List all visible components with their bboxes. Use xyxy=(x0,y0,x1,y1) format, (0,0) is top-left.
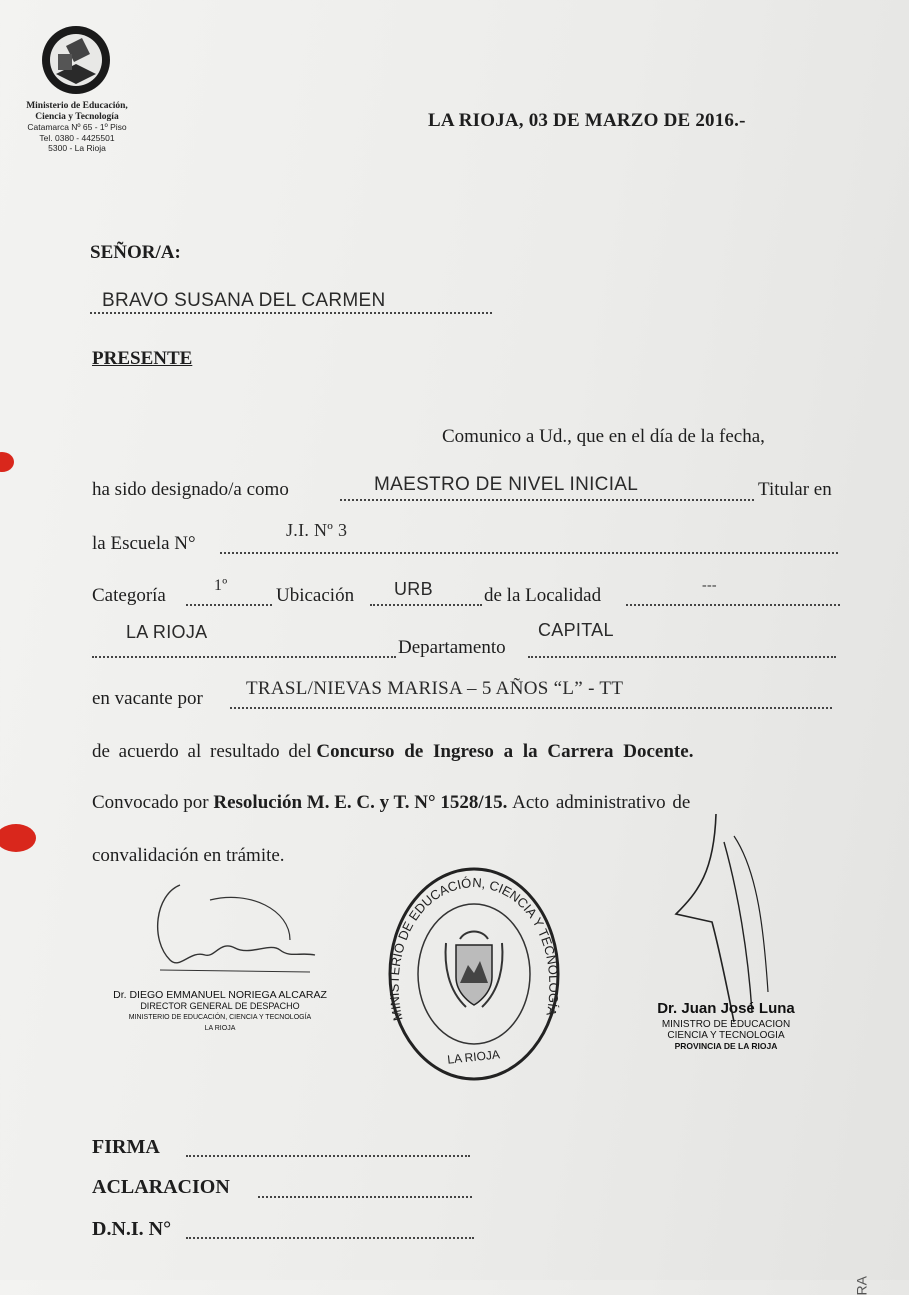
departamento-dotted-line xyxy=(528,656,836,658)
dni-dotted-line xyxy=(186,1237,474,1239)
intro-line: Comunico a Ud., que en el día de la fecha, xyxy=(442,426,765,447)
aclaracion-dotted-line xyxy=(258,1196,472,1198)
vacante-label: en vacante por xyxy=(92,688,203,709)
left-signatory xyxy=(110,990,330,1034)
localidad-label: de la Localidad xyxy=(484,585,602,606)
left-signature-icon xyxy=(150,880,320,980)
escuela-value: J.I. Nº 3 xyxy=(286,520,348,540)
right-signatory-name: Dr. Juan José Luna xyxy=(657,1000,795,1017)
categoria-value: 1º xyxy=(214,577,228,594)
concurso-text: Concurso de Ingreso a la Carrera Docente. xyxy=(316,741,694,762)
addressee-label: SEÑOR/A: xyxy=(90,242,181,263)
ministry-phone: Tel. 0380 - 4425501 xyxy=(39,132,115,143)
ministry-seal xyxy=(386,865,562,1083)
ubicacion-dotted-line xyxy=(370,604,482,606)
presente-label: PRESENTE xyxy=(92,348,193,369)
right-signatory-role1: MINISTRO DE EDUCACION xyxy=(661,1019,791,1030)
right-signatory-role3: PROVINCIA DE LA RIOJA xyxy=(674,1041,778,1051)
departamento-label: Departamento xyxy=(398,637,506,658)
localidad-name-value: LA RIOJA xyxy=(126,622,208,642)
left-signatory-place: LA RIOJA xyxy=(204,1025,236,1032)
designado-label: ha sido designado/a como xyxy=(92,479,289,500)
cargo-value: MAESTRO DE NIVEL INICIAL xyxy=(374,474,639,495)
ministry-postal: 5300 - La Rioja xyxy=(48,143,106,153)
resolucion-text: Resolución M. E. C. y T. N° 1528/15. xyxy=(213,792,508,813)
acuerdo-text: de acuerdo al resultado del xyxy=(92,741,312,762)
seal-bottom-text: LA RIOJA xyxy=(446,1047,501,1067)
vacante-value: TRASL/NIEVAS MARISA – 5 AÑOS “L” - TT xyxy=(246,678,624,699)
seal-ring-text: MINISTERIO DE EDUCACIÓN, CIENCIA Y TECNOLOGÍA xyxy=(386,874,562,1023)
vacante-dotted-line xyxy=(230,707,832,709)
localidad-dotted-line xyxy=(626,604,840,606)
ministry-name: Ministerio de Educación, xyxy=(26,101,128,111)
escuela-label: la Escuela N° xyxy=(92,533,196,554)
aclaracion-label: ACLARACION xyxy=(92,1176,230,1198)
firma-dotted-line xyxy=(186,1155,470,1157)
right-signatory xyxy=(636,1000,816,1051)
letter-date: LA RIOJA, 03 DE MARZO DE 2016.- xyxy=(428,110,746,131)
seal-emblem-icon xyxy=(446,932,503,1008)
left-signatory-org: MINISTERIO DE EDUCACIÓN, CIENCIA Y TECNOLOGÍA xyxy=(128,1014,312,1021)
categoria-label: Categoría xyxy=(92,585,166,606)
red-mark xyxy=(0,452,14,472)
convocado-line xyxy=(92,792,846,814)
escuela-dotted-line xyxy=(220,552,838,554)
acto-text: Acto administrativo de xyxy=(512,792,691,813)
ubicacion-value: URB xyxy=(394,579,433,599)
firma-label: FIRMA xyxy=(92,1136,160,1158)
ministry-address: Catamarca Nº 65 - 1º Piso xyxy=(27,122,127,132)
departamento-value: CAPITAL xyxy=(538,620,614,640)
convalidacion-line: convalidación en trámite. xyxy=(92,845,285,866)
acuerdo-line xyxy=(92,741,846,763)
ubicacion-label: Ubicación xyxy=(276,585,355,606)
left-signatory-name: Dr. DIEGO EMMANUEL NORIEGA ALCARAZ xyxy=(113,989,327,1001)
red-mark xyxy=(0,824,36,852)
dni-label: D.N.I. N° xyxy=(92,1218,172,1240)
cargo-dotted-line xyxy=(340,499,754,501)
right-signature-icon xyxy=(668,812,784,1024)
convocado-text: Convocado por xyxy=(92,792,209,813)
addressee-name: BRAVO SUSANA DEL CARMEN xyxy=(102,290,386,311)
localidad-value: --- xyxy=(702,578,717,593)
titular-label: Titular en xyxy=(758,479,832,500)
localidad-name-dotted-line xyxy=(92,656,396,658)
right-signatory-role2: CIENCIA Y TECNOLOGIA xyxy=(667,1030,785,1041)
categoria-dotted-line xyxy=(186,604,272,606)
edge-text: RA xyxy=(853,1276,869,1295)
ministry-letterhead xyxy=(2,101,152,154)
name-dotted-line xyxy=(90,312,492,314)
ministry-logo-icon xyxy=(36,24,120,96)
ministry-name-2: Ciencia y Tecnología xyxy=(35,111,119,122)
left-signatory-role: DIRECTOR GENERAL DE DESPACHO xyxy=(140,1001,300,1011)
